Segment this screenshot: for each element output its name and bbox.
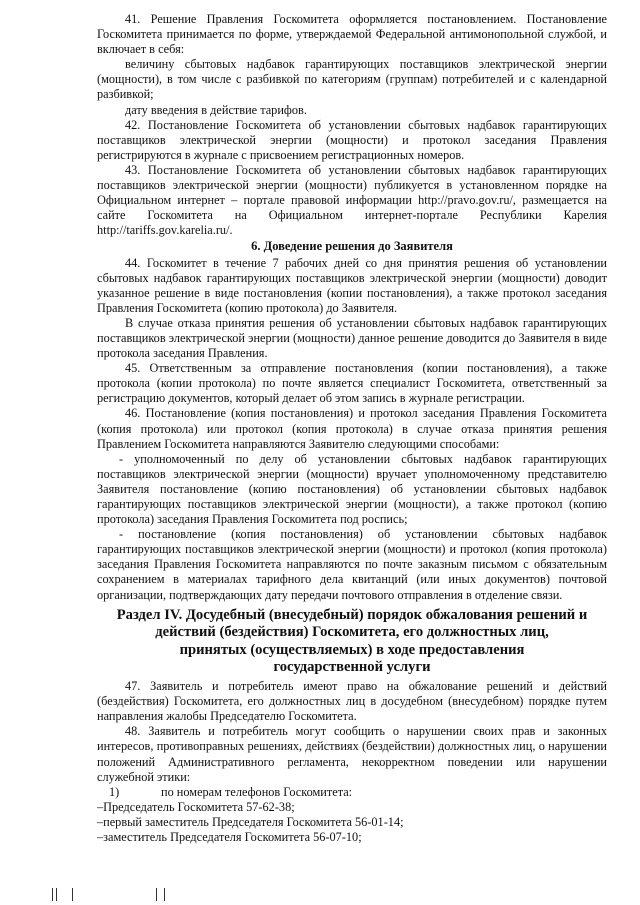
paragraph-44-refusal: В случае отказа принятия решения об установлении сбытовых надбавок гарантирующих поставщиков электрической энергии (мощности) данное решение доводится до Заявителя в виде протокола заседания Правления. xyxy=(97,315,607,361)
paragraph-42: 42. Постановление Госкомитета об установлении сбытовых надбавок гарантирующих поставщиков электрической энергии (мощности) и протокол заседания Правления регистрируются в журнале с присвоением регистрационных номеров. xyxy=(97,117,607,162)
heading-section-6: 6. Доведение решения до Заявителя xyxy=(251,239,453,254)
paragraph-45: 45. Ответственным за отправление постановления (копии постановления), а также протокола (копии протокола) по почте является специалист Госкомитета, ответственный за регистрацию документов, который делает об этом запись в журнале регистрации. xyxy=(97,361,607,406)
paragraph-46: 46. Постановление (копия постановления) и протокол заседания Правления Госкомитета (копия протокола) или протокол (копия протокола) в случае отказа принятия решения Правлением Госкомитета направляются Заявителю следующими способами: xyxy=(97,406,607,451)
scan-mark xyxy=(56,888,57,901)
paragraph-41-item-date: дату введения в действие тарифов. xyxy=(125,102,307,117)
paragraph-46-method-mail: - постановление (копия постановления) об установлении сбытовых надбавок гарантирующих поставщиков электрической энергии (мощности) и протокол (копия протокола) заседания Правления Госкомитета направляются по почте заказным письмом с обязательным сохранением в материалах тарифного дела квитанций (или иных документов) почтовой организации, подтверждающих дату передачи почтового отправления в отделение связи. xyxy=(97,527,607,602)
heading-section-4-line-3: принятых (осуществляемых) в ходе предоставления xyxy=(179,641,525,658)
phone-deputy: –заместитель Председателя Госкомитета 56-07-10; xyxy=(97,829,362,844)
document-body xyxy=(97,12,607,845)
paragraph-47: 47. Заявитель и потребитель имеют право на обжалование решений и действий (бездействия) Госкомитета, его должностных лиц в досудебном (внесудебном) порядке путем направления жалобы Председателю Госкомитета. xyxy=(97,679,607,724)
paragraph-44: 44. Госкомитет в течение 7 рабочих дней со дня принятия решения об установлении сбытовых надбавок гарантирующих поставщиков электрической энергии (мощности) доводит указанное решение в виде постановления (копии постановления), а также протокол заседания Правления Госкомитета (копию протокола) до Заявителя. xyxy=(97,255,607,315)
list-item-1-number: 1) xyxy=(109,784,120,799)
scan-mark xyxy=(72,888,73,901)
scan-mark xyxy=(156,888,157,901)
heading-section-4-line-4: государственной услуги xyxy=(273,659,431,676)
heading-section-4 xyxy=(97,607,607,677)
heading-section-4-line-1: Раздел IV. Досудебный (внесудебный) порядок обжалования решений и xyxy=(116,606,588,623)
heading-section-4-line-2: действий (бездействия) Госкомитета, его должностных лиц, xyxy=(155,624,549,641)
paragraph-41-item-markups: величину сбытовых надбавок гарантирующих поставщиков электрической энергии (мощности), в том числе с разбивкой по категориям (группам) потребителей и с календарной разбивкой; xyxy=(97,57,607,102)
list-item-1-text: по номерам телефонов Госкомитета: xyxy=(161,784,353,799)
paragraph-46-method-handover: - уполномоченный по делу об установлении сбытовых надбавок гарантирующих поставщиков электрической энергии (мощности) вручает уполномоченному представителю Заявителя постановление (копию постановления) об установлении сбытовых надбавок гарантирующих поставщиков электрической энергии (мощности), а также протокол (копию протокола) заседания Правления Госкомитета под роспись; xyxy=(97,451,607,527)
phone-chairman: –Председатель Госкомитета 57-62-38; xyxy=(97,799,295,814)
scan-mark xyxy=(52,888,53,901)
phone-first-deputy: –первый заместитель Председателя Госкомитета 56-01-14; xyxy=(97,814,404,829)
paragraph-41-intro: 41. Решение Правления Госкомитета оформляется постановлением. Постановление Госкомитета принимается по форме, утверждаемой Федеральной антимонопольной службой, и включает в себя: xyxy=(97,12,607,57)
paragraph-43: 43. Постановление Госкомитета об установлении сбытовых надбавок гарантирующих поставщиков электрической энергии (мощности) публикуется в установленном порядке на Официальном интернет – портале правовой информации http://pravo.gov.ru/, размещается на сайте Госкомитета на Официальном интернет-портале Республики Карелия http://tariffs.gov.karelia.ru/. xyxy=(97,162,607,238)
scan-mark xyxy=(164,888,165,901)
paragraph-48: 48. Заявитель и потребитель могут сообщить о нарушении своих прав и законных интересов, противоправных решениях, действиях (бездействии) должностных лиц, о нарушении положений Административного регламента, некорректном поведении или нарушении служебной этики: xyxy=(97,724,607,784)
list-item-1 xyxy=(97,785,607,800)
